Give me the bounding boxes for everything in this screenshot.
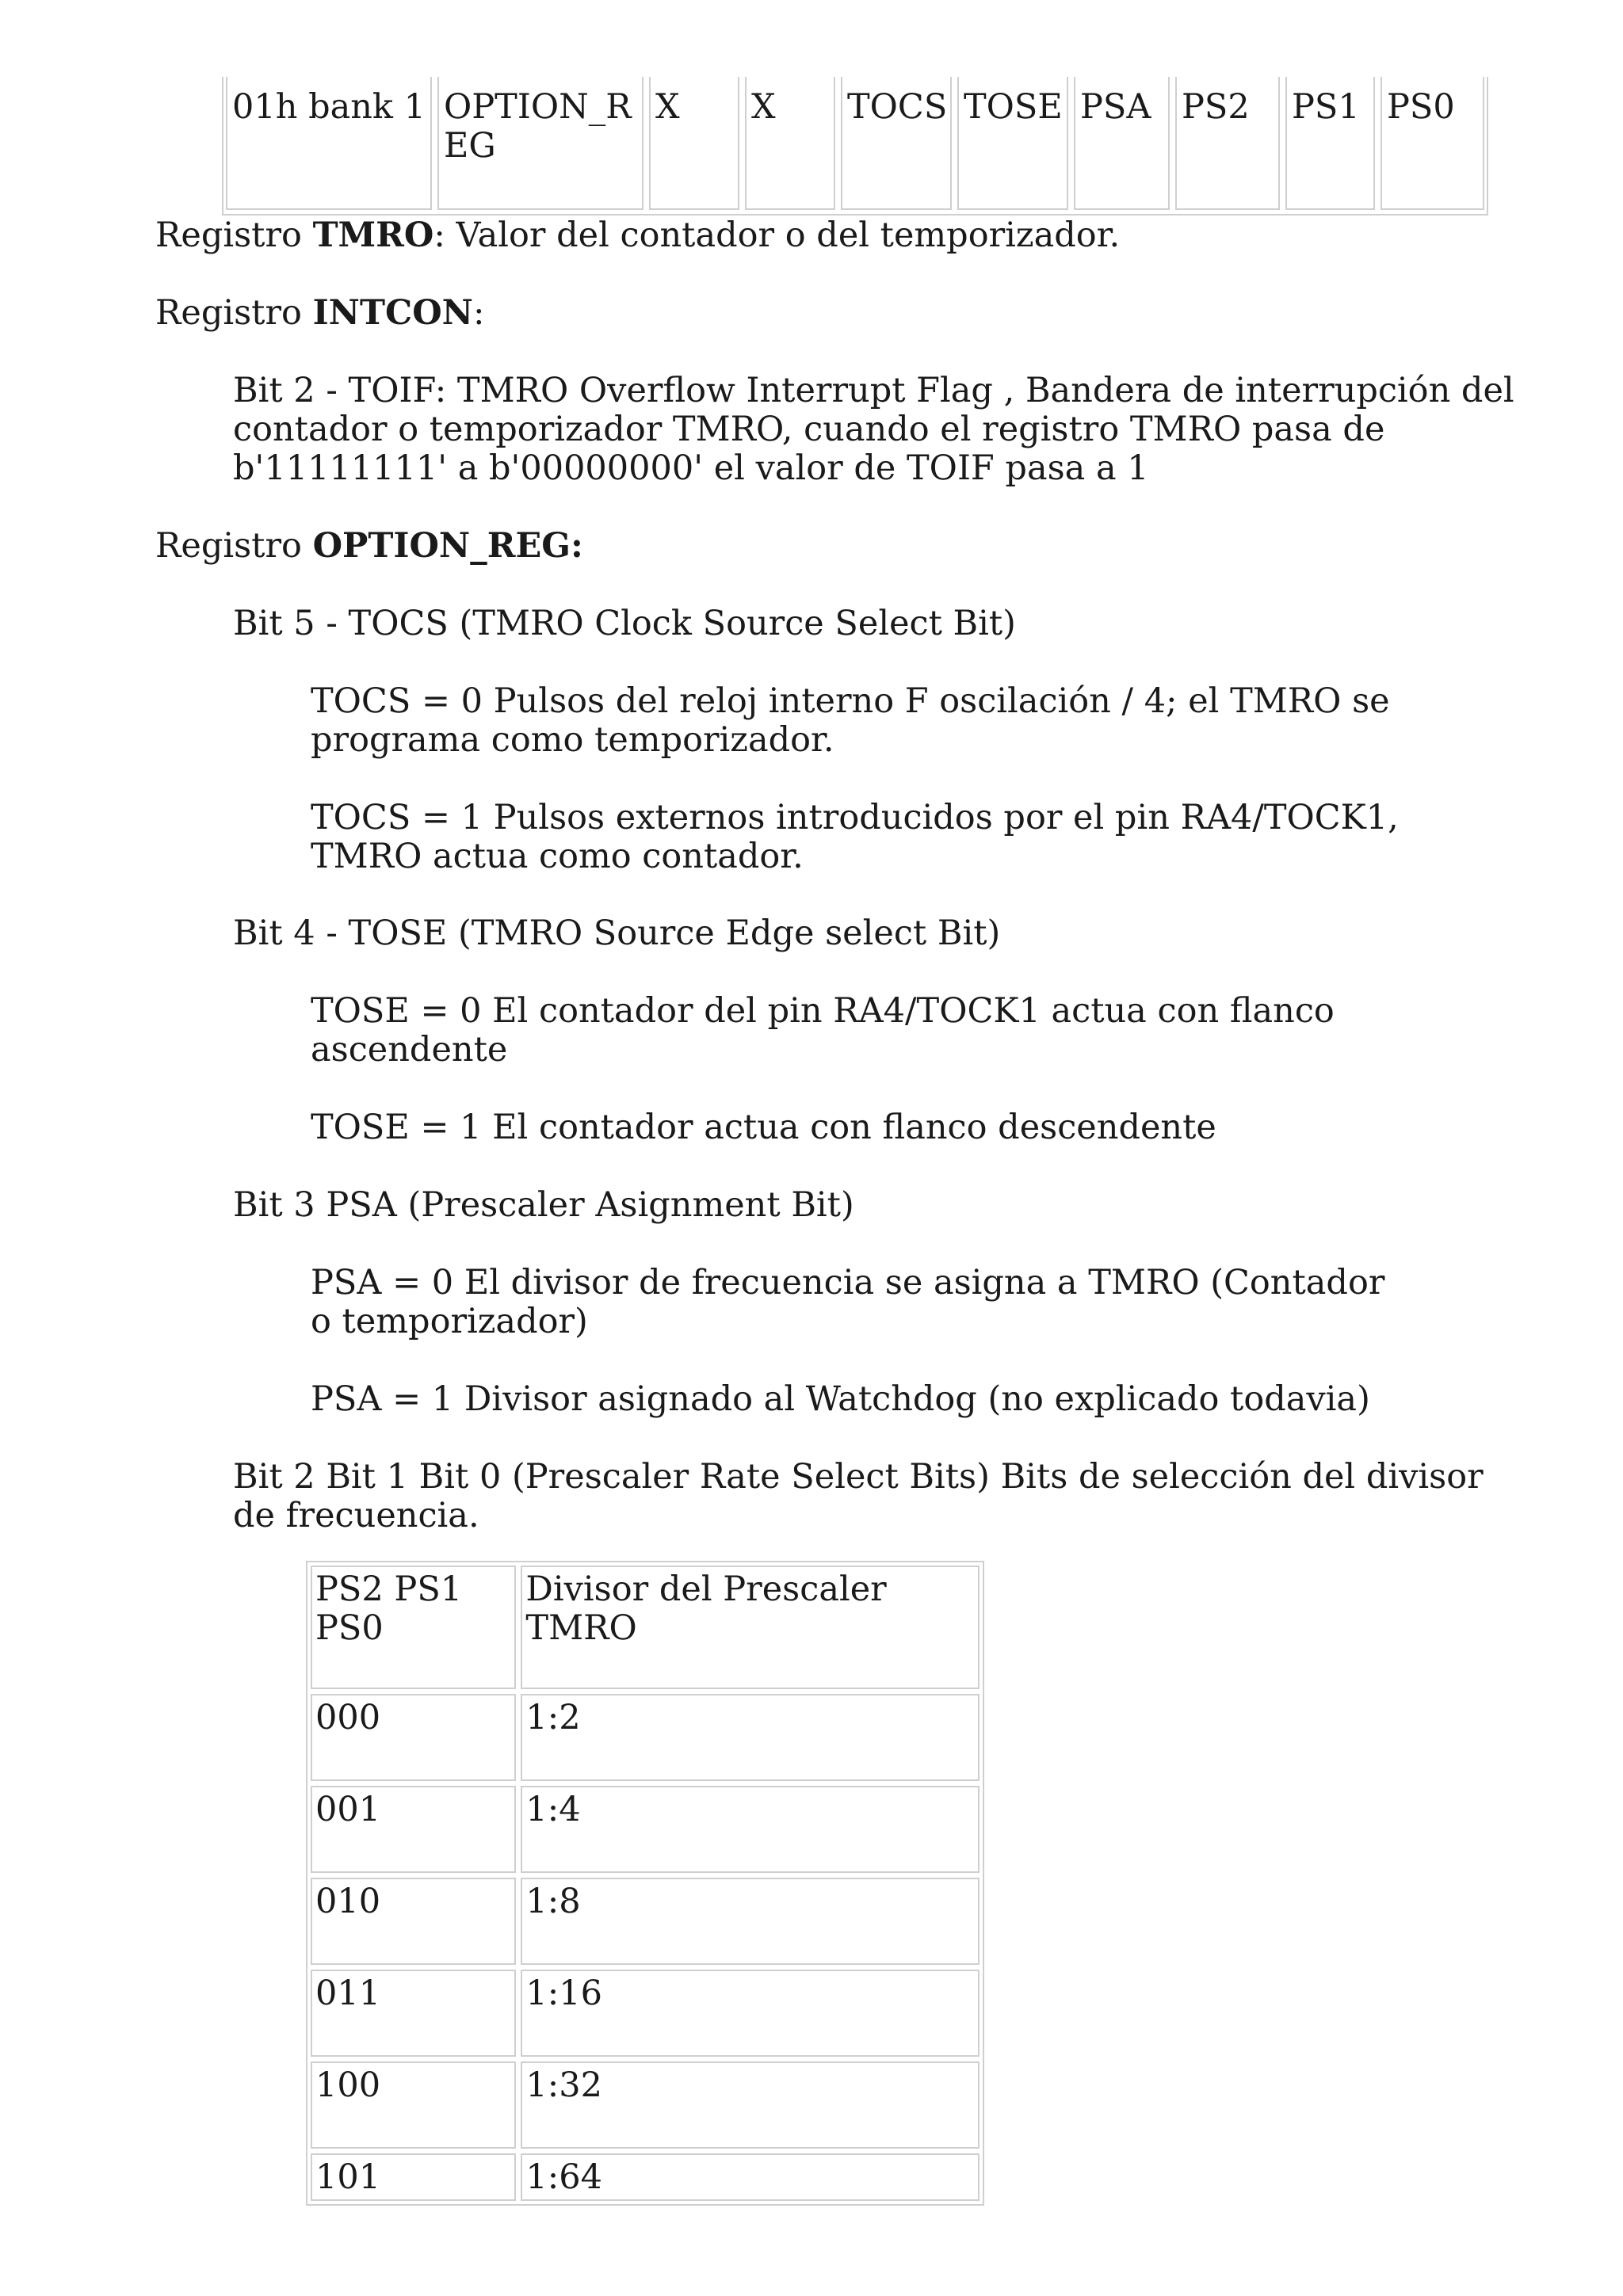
table-row (311, 2061, 980, 2149)
table-cell: 1:2 (521, 1694, 980, 1781)
register-bit0-cell: PS0 (1381, 77, 1484, 210)
register-bit6-cell: X (745, 77, 835, 210)
table-row (311, 1786, 980, 1873)
table-cell: 1:16 (521, 1970, 980, 2057)
table-row (311, 1970, 980, 2057)
register-bit1-cell: PS1 (1285, 77, 1375, 210)
bit5-title: Bit 5 - TOCS (TMRO Clock Source Select Bit) (233, 604, 1016, 643)
table-row (311, 2153, 980, 2201)
table-cell: 1:8 (521, 1878, 980, 1965)
bit4-title: Bit 4 - TOSE (TMRO Source Edge select Bit) (233, 913, 1001, 953)
tose1-description: TOSE = 1 El contador actua con flanco descendente (311, 1108, 1216, 1147)
table-header-cell: PS2 PS1 PS0 (311, 1566, 516, 1689)
table-cell: 1:32 (521, 2061, 980, 2149)
register-bit5-cell: TOCS (841, 77, 952, 210)
table-cell: 010 (311, 1878, 516, 1965)
register-name-cell: OPTION_R EG (437, 77, 643, 210)
tose0-description: TOSE = 0 El contador del pin RA4/TOCK1 actua con flanco ascendente (311, 991, 1335, 1070)
table-row (311, 1878, 980, 1965)
register-bit3-cell: PSA (1074, 77, 1170, 210)
bit3-title: Bit 3 PSA (Prescaler Asignment Bit) (233, 1185, 854, 1225)
psa1-description: PSA = 1 Divisor asignado al Watchdog (no explicado todavia) (311, 1379, 1370, 1419)
table-cell: 1:64 (521, 2153, 980, 2201)
table-row (311, 1694, 980, 1781)
table-header-cell: Divisor del Prescaler TMRO (521, 1566, 980, 1689)
bit210-title: Bit 2 Bit 1 Bit 0 (Prescaler Rate Select Bits) Bits de selección del divisor de frecuencia. (233, 1457, 1484, 1535)
intcon-heading: Registro INTCON: (155, 293, 485, 333)
intcon-register-name: INTCON (312, 293, 473, 333)
table-cell: 011 (311, 1970, 516, 2057)
option-reg-heading: Registro OPTION_REG: (155, 526, 583, 566)
register-bit4-cell: TOSE (957, 77, 1068, 210)
tmro-register-name: TMRO (312, 215, 434, 255)
table-cell: 000 (311, 1694, 516, 1781)
intcon-bit2-description: Bit 2 - TOIF: TMRO Overflow Interrupt Flag , Bandera de interrupción del contador o temporizador TMRO, cuando el registro TMRO pasa de b'11111111' a b'00000000' el valor de TOIF pasa a 1 (233, 371, 1514, 488)
table-cell: 1:4 (521, 1786, 980, 1873)
register-bit2-cell: PS2 (1175, 77, 1280, 210)
psa0-description: PSA = 0 El divisor de frecuencia se asigna a TMRO (Contador o temporizador) (311, 1263, 1385, 1341)
register-bit7-cell: X (649, 77, 739, 210)
prescaler-table (306, 1561, 984, 2206)
option-reg-register-table (222, 77, 1488, 215)
table-cell: 101 (311, 2153, 516, 2201)
table-cell: 100 (311, 2061, 516, 2149)
tmro-description: Registro TMRO: Valor del contador o del temporizador. (155, 215, 1121, 255)
tocs0-description: TOCS = 0 Pulsos del reloj interno F oscilación / 4; el TMRO se programa como temporizador. (311, 681, 1390, 760)
register-address-cell: 01h bank 1 (226, 77, 432, 210)
option-reg-register-name: OPTION_REG: (312, 526, 583, 566)
table-cell: 001 (311, 1786, 516, 1873)
table-header-row (311, 1566, 980, 1689)
tocs1-description: TOCS = 1 Pulsos externos introducidos por el pin RA4/TOCK1, TMRO actua como contador. (311, 798, 1399, 876)
